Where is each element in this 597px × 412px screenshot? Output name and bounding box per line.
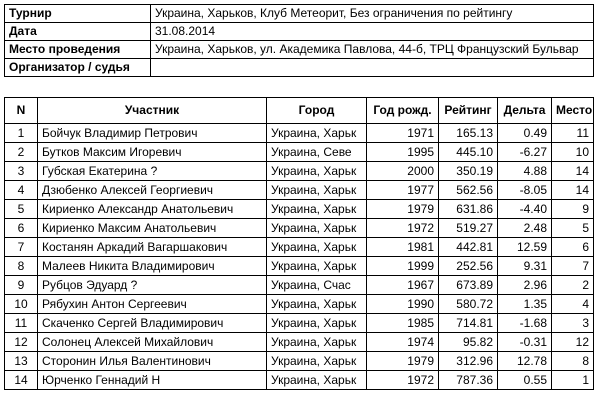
cell-city: Украина, Харьк: [267, 295, 367, 314]
cell-rating: 442.81: [439, 238, 498, 257]
cell-participant: Скаченко Сергей Владимирович: [38, 314, 267, 333]
table-row: [5, 371, 594, 390]
cell-number: 4: [5, 181, 38, 200]
cell-delta: 2.96: [498, 276, 552, 295]
cell-rating: 580.72: [439, 295, 498, 314]
cell-participant: Малеев Никита Владимирович: [38, 257, 267, 276]
table-row: [5, 181, 594, 200]
cell-birth-year: 1985: [367, 314, 439, 333]
cell-number: 11: [5, 314, 38, 333]
cell-participant: Губская Екатерина ?: [38, 162, 267, 181]
info-value: Украина, Харьков, ул. Академика Павлова, 44-б, ТРЦ Французский Бульвар: [151, 41, 594, 59]
cell-rating: 631.86: [439, 200, 498, 219]
cell-city: Украина, Харьк: [267, 219, 367, 238]
cell-birth-year: 2000: [367, 162, 439, 181]
cell-delta: 12.78: [498, 352, 552, 371]
info-label: Турнир: [5, 5, 151, 23]
table-row: [5, 200, 594, 219]
cell-number: 6: [5, 219, 38, 238]
table-row: [5, 143, 594, 162]
cell-city: Украина, Харьк: [267, 162, 367, 181]
cell-rating: 787.36: [439, 371, 498, 390]
cell-city: Украина, Харьк: [267, 181, 367, 200]
cell-participant: Бутков Максим Игоревич: [38, 143, 267, 162]
cell-number: 3: [5, 162, 38, 181]
cell-number: 8: [5, 257, 38, 276]
cell-participant: Рябухин Антон Сергеевич: [38, 295, 267, 314]
table-row: [5, 333, 594, 352]
cell-place: 12: [552, 333, 594, 352]
cell-participant: Кириенко Александр Анатольевич: [38, 200, 267, 219]
cell-participant: Солонец Алексей Михайлович: [38, 333, 267, 352]
cell-participant: Кириенко Максим Анатольевич: [38, 219, 267, 238]
cell-city: Украина, Счас: [267, 276, 367, 295]
table-row: [5, 162, 594, 181]
info-value: Украина, Харьков, Клуб Метеорит, Без ограничения по рейтингу: [151, 5, 594, 23]
info-row-date: [5, 23, 594, 41]
cell-number: 1: [5, 124, 38, 143]
cell-birth-year: 1990: [367, 295, 439, 314]
cell-participant: Сторонин Илья Валентинович: [38, 352, 267, 371]
cell-rating: 714.81: [439, 314, 498, 333]
cell-city: Украина, Харьк: [267, 238, 367, 257]
info-label: Место проведения: [5, 41, 151, 59]
cell-delta: -1.68: [498, 314, 552, 333]
cell-rating: 350.19: [439, 162, 498, 181]
info-row-tournament: [5, 5, 594, 23]
cell-rating: 562.56: [439, 181, 498, 200]
cell-birth-year: 1972: [367, 371, 439, 390]
column-header-city: Город: [267, 98, 367, 124]
cell-birth-year: 1981: [367, 238, 439, 257]
cell-delta: -6.27: [498, 143, 552, 162]
cell-number: 9: [5, 276, 38, 295]
cell-city: Украина, Харьк: [267, 352, 367, 371]
cell-participant: Бойчук Владимир Петрович: [38, 124, 267, 143]
cell-place: 6: [552, 238, 594, 257]
cell-delta: 4.88: [498, 162, 552, 181]
cell-place: 3: [552, 314, 594, 333]
cell-number: 14: [5, 371, 38, 390]
cell-place: 5: [552, 219, 594, 238]
info-label: Дата: [5, 23, 151, 41]
cell-number: 2: [5, 143, 38, 162]
cell-number: 10: [5, 295, 38, 314]
cell-rating: 312.96: [439, 352, 498, 371]
cell-city: Украина, Харьк: [267, 200, 367, 219]
cell-birth-year: 1979: [367, 352, 439, 371]
cell-delta: 0.55: [498, 371, 552, 390]
cell-city: Украина, Харьк: [267, 333, 367, 352]
cell-delta: -4.40: [498, 200, 552, 219]
cell-delta: 1.35: [498, 295, 552, 314]
info-row-organizer: [5, 59, 594, 77]
cell-place: 2: [552, 276, 594, 295]
table-header-row: [5, 98, 594, 124]
cell-delta: 2.48: [498, 219, 552, 238]
cell-city: Украина, Харьк: [267, 371, 367, 390]
info-value: 31.08.2014: [151, 23, 594, 41]
cell-place: 14: [552, 162, 594, 181]
table-row: [5, 352, 594, 371]
cell-birth-year: 1977: [367, 181, 439, 200]
table-row: [5, 276, 594, 295]
cell-delta: -0.31: [498, 333, 552, 352]
table-row: [5, 238, 594, 257]
cell-city: Украина, Харьк: [267, 124, 367, 143]
column-header-place: Место: [552, 98, 594, 124]
tournament-info-table: [4, 4, 594, 77]
cell-number: 7: [5, 238, 38, 257]
cell-place: 11: [552, 124, 594, 143]
cell-rating: 519.27: [439, 219, 498, 238]
cell-birth-year: 1972: [367, 219, 439, 238]
cell-birth-year: 1979: [367, 200, 439, 219]
cell-city: Украина, Севе: [267, 143, 367, 162]
cell-birth-year: 1995: [367, 143, 439, 162]
cell-delta: -8.05: [498, 181, 552, 200]
cell-rating: 252.56: [439, 257, 498, 276]
cell-place: 8: [552, 352, 594, 371]
info-row-venue: [5, 41, 594, 59]
cell-delta: 12.59: [498, 238, 552, 257]
cell-city: Украина, Харьк: [267, 257, 367, 276]
cell-number: 12: [5, 333, 38, 352]
info-label: Организатор / судья: [5, 59, 151, 77]
cell-rating: 95.82: [439, 333, 498, 352]
table-row: [5, 257, 594, 276]
column-header-number: N: [5, 98, 38, 124]
column-header-participant: Участник: [38, 98, 267, 124]
column-header-delta: Дельта: [498, 98, 552, 124]
cell-participant: Костанян Аркадий Вагаршакович: [38, 238, 267, 257]
cell-place: 4: [552, 295, 594, 314]
cell-place: 14: [552, 181, 594, 200]
cell-city: Украина, Харьк: [267, 314, 367, 333]
cell-rating: 165.13: [439, 124, 498, 143]
table-row: [5, 124, 594, 143]
table-row: [5, 219, 594, 238]
participants-table: [4, 97, 594, 390]
cell-rating: 445.10: [439, 143, 498, 162]
cell-number: 5: [5, 200, 38, 219]
cell-delta: 9.31: [498, 257, 552, 276]
column-header-rating: Рейтинг: [439, 98, 498, 124]
cell-birth-year: 1971: [367, 124, 439, 143]
participants-body: [5, 124, 594, 390]
cell-birth-year: 1967: [367, 276, 439, 295]
cell-participant: Рубцов Эдуард ?: [38, 276, 267, 295]
table-row: [5, 295, 594, 314]
cell-participant: Юрченко Геннадий Н: [38, 371, 267, 390]
cell-place: 1: [552, 371, 594, 390]
cell-number: 13: [5, 352, 38, 371]
column-header-birth-year: Год рожд.: [367, 98, 439, 124]
info-value: [151, 59, 594, 77]
table-row: [5, 314, 594, 333]
cell-place: 7: [552, 257, 594, 276]
cell-participant: Дзюбенко Алексей Георгиевич: [38, 181, 267, 200]
cell-delta: 0.49: [498, 124, 552, 143]
cell-place: 10: [552, 143, 594, 162]
cell-rating: 673.89: [439, 276, 498, 295]
cell-birth-year: 1974: [367, 333, 439, 352]
cell-place: 9: [552, 200, 594, 219]
cell-birth-year: 1999: [367, 257, 439, 276]
